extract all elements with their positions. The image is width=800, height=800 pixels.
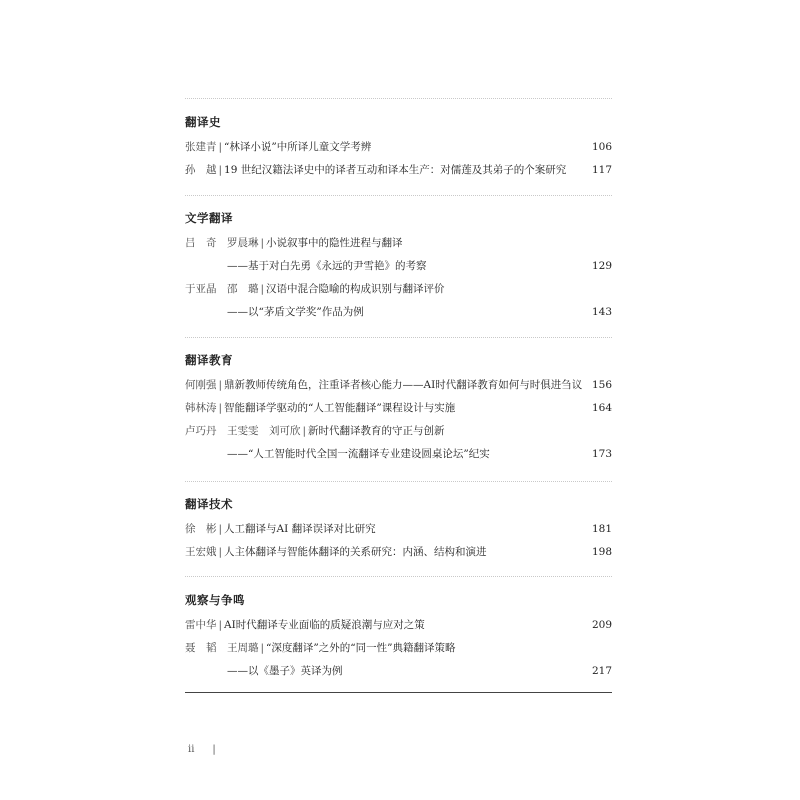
toc-entry[interactable] xyxy=(185,637,612,660)
section-divider xyxy=(185,337,612,338)
entry-title: 智能翻译学驱动的“人工智能翻译”课程设计与实施 xyxy=(224,402,456,414)
entry-author: 卢巧丹 王雯雯 刘可欣 xyxy=(185,425,301,437)
toc-entry[interactable] xyxy=(185,397,612,420)
separator: | xyxy=(218,402,223,414)
section-divider xyxy=(185,576,612,577)
entry-page: 156 xyxy=(591,379,612,391)
entry-author: 何刚强 xyxy=(185,379,217,391)
section-translation-technology xyxy=(185,496,612,564)
entry-title: “深度翻译”之外的“同一性”典籍翻译策略 xyxy=(266,642,456,654)
bottom-rule xyxy=(185,692,612,693)
toc-entry[interactable] xyxy=(185,159,612,182)
entry-author: 雷中华 xyxy=(185,619,217,631)
toc-entry-subtitle[interactable] xyxy=(185,443,612,466)
entry-title: 人工翻译与AI 翻译误译对比研究 xyxy=(224,523,376,535)
section-title: 观察与争鸣 xyxy=(185,593,245,607)
entry-subtitle: ——“人工智能时代全国一流翻译专业建设圆桌论坛”纪实 xyxy=(227,448,490,460)
entry-page: 117 xyxy=(591,164,612,176)
entry-title: 汉语中混合隐喻的构成识别与翻译评价 xyxy=(266,283,445,295)
entry-page: 173 xyxy=(591,448,612,460)
page-folio xyxy=(188,744,216,755)
section-title: 翻译教育 xyxy=(185,353,233,367)
separator: | xyxy=(218,141,223,153)
entry-author: 徐 彬 xyxy=(185,523,217,535)
entry-subtitle: ——基于对白先勇《永远的尹雪艳》的考察 xyxy=(227,260,427,272)
section-title: 翻译史 xyxy=(185,115,221,129)
section-translation-history xyxy=(185,114,612,182)
entry-title: AI时代翻译专业面临的质疑浪潮与应对之策 xyxy=(224,619,425,631)
toc-entry-subtitle[interactable] xyxy=(185,660,612,683)
toc-entry-subtitle[interactable] xyxy=(185,255,612,278)
toc-entry[interactable] xyxy=(185,136,612,159)
folio-number: ii xyxy=(188,744,195,755)
section-translation-education xyxy=(185,352,612,466)
entry-author: 孙 越 xyxy=(185,164,217,176)
entry-page: 164 xyxy=(591,402,612,414)
separator: | xyxy=(302,425,307,437)
section-divider xyxy=(185,481,612,482)
section-literary-translation xyxy=(185,210,612,324)
entry-title: 鼎新教师传统角色，注重译者核心能力——AI时代翻译教育如何与时俱进刍议 xyxy=(224,379,583,391)
entry-title: 新时代翻译教育的守正与创新 xyxy=(308,425,445,437)
toc-entry[interactable] xyxy=(185,518,612,541)
toc-entry[interactable] xyxy=(185,278,612,301)
entry-page: 129 xyxy=(591,260,612,272)
entry-page: 181 xyxy=(591,523,612,535)
entry-author: 吕 奇 罗晨琳 xyxy=(185,237,259,249)
section-divider xyxy=(185,195,612,196)
entry-title: 19 世纪汉籍法译史中的译者互动和译本生产：对儒莲及其弟子的个案研究 xyxy=(224,164,567,176)
separator: | xyxy=(218,619,223,631)
entry-page: 198 xyxy=(591,546,612,558)
toc-entry[interactable] xyxy=(185,541,612,564)
toc-entry[interactable] xyxy=(185,374,612,397)
section-observation-debate xyxy=(185,592,612,683)
entry-title: 人主体翻译与智能体翻译的关系研究：内涵、结构和演进 xyxy=(224,546,487,558)
top-divider xyxy=(185,98,612,99)
separator: | xyxy=(218,523,223,535)
entry-page: 209 xyxy=(591,619,612,631)
folio-bar: | xyxy=(212,744,216,755)
entry-page: 143 xyxy=(591,306,612,318)
entry-author: 韩林涛 xyxy=(185,402,217,414)
entry-author: 张建青 xyxy=(185,141,217,153)
separator: | xyxy=(260,642,265,654)
separator: | xyxy=(218,379,223,391)
toc-entry[interactable] xyxy=(185,420,612,443)
section-title: 翻译技术 xyxy=(185,497,233,511)
entry-author: 于亚晶 邵 璐 xyxy=(185,283,259,295)
entry-author: 王宏娥 xyxy=(185,546,217,558)
entry-title: “林译小说”中所译儿童文学考辨 xyxy=(224,141,372,153)
entry-author: 聂 韬 王周璐 xyxy=(185,642,259,654)
toc-entry[interactable] xyxy=(185,614,612,637)
separator: | xyxy=(260,237,265,249)
separator: | xyxy=(260,283,265,295)
entry-title: 小说叙事中的隐性进程与翻译 xyxy=(266,237,403,249)
separator: | xyxy=(218,546,223,558)
toc-entry[interactable] xyxy=(185,232,612,255)
section-title: 文学翻译 xyxy=(185,211,233,225)
entry-subtitle: ——以《墨子》英译为例 xyxy=(227,665,343,677)
separator: | xyxy=(218,164,223,176)
entry-subtitle: ——以“茅盾文学奖”作品为例 xyxy=(227,306,364,318)
entry-page: 106 xyxy=(591,141,612,153)
toc-entry-subtitle[interactable] xyxy=(185,301,612,324)
entry-page: 217 xyxy=(591,665,612,677)
